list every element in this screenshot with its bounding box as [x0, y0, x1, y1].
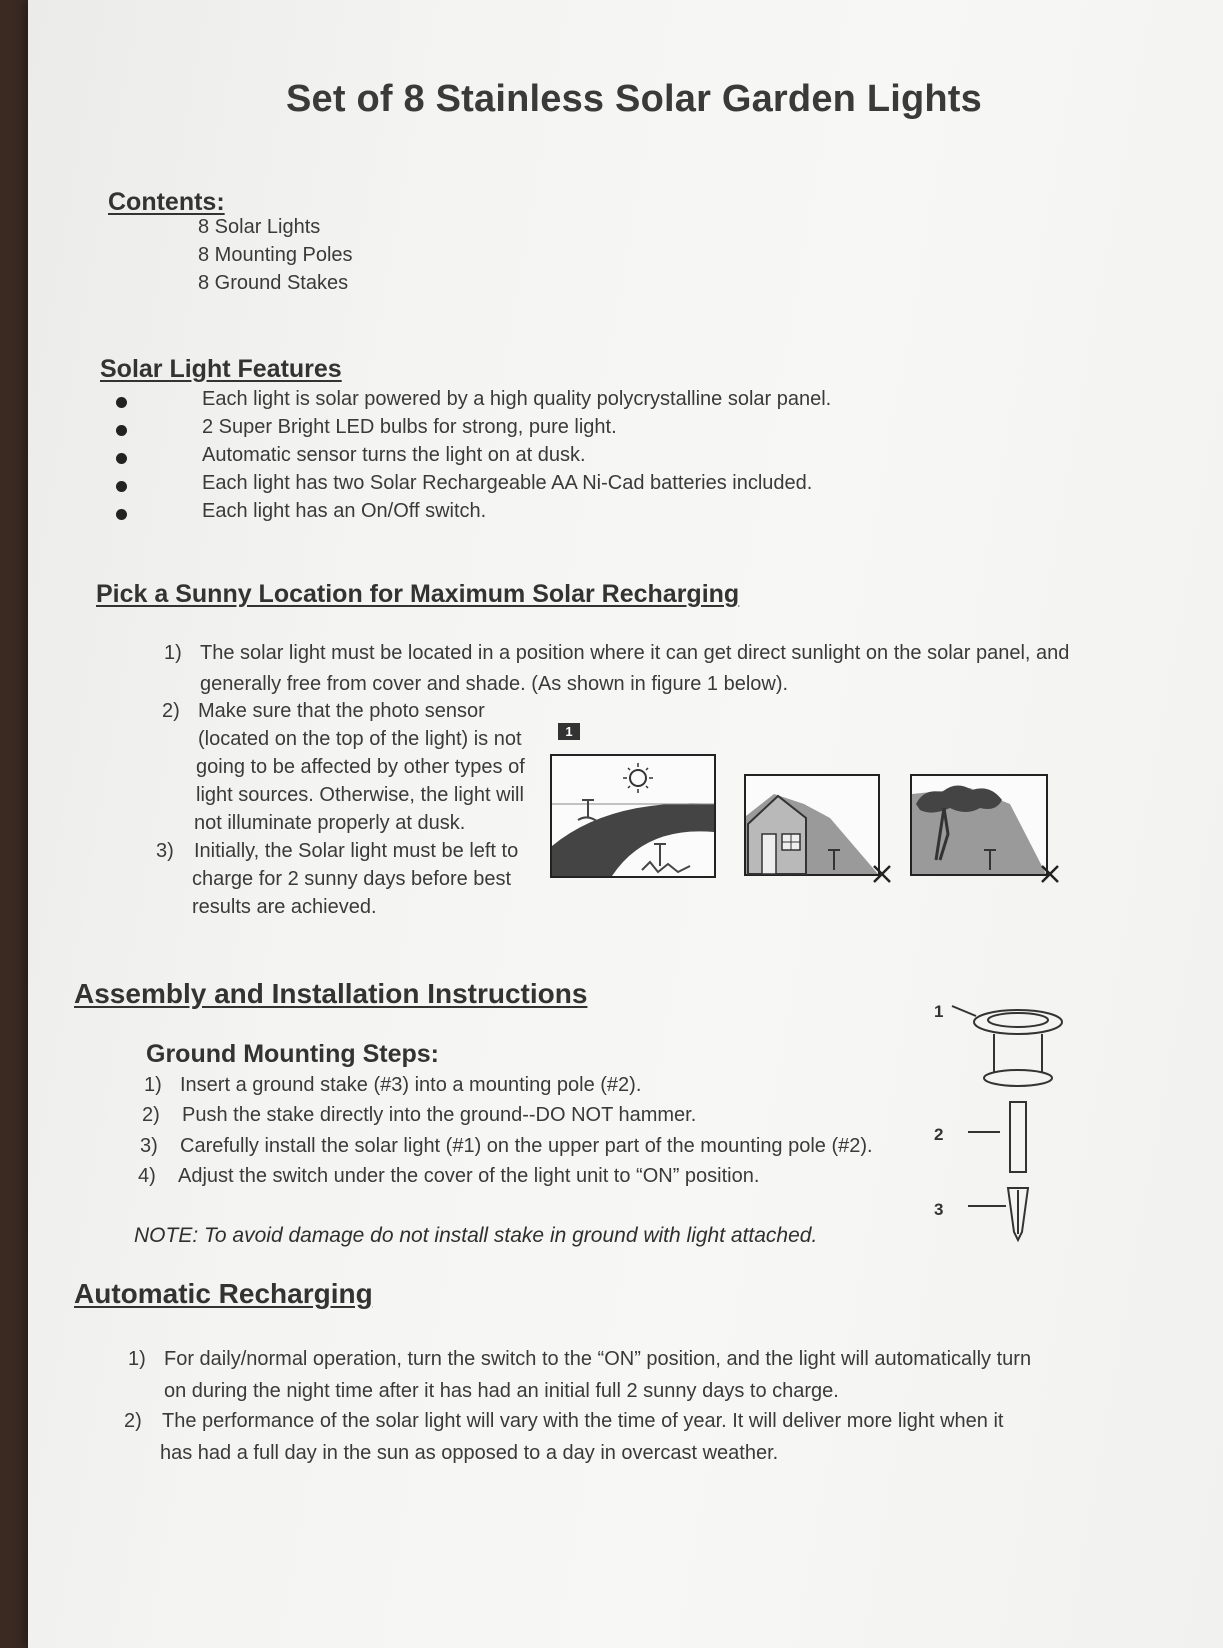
step-text: Carefully install the solar light (#1) on the upper part of the mounting pole (#2). [180, 1135, 873, 1157]
step-text: going to be affected by other types of [196, 756, 525, 778]
feature-item: Each light has an On/Off switch. [202, 500, 487, 522]
step-number: 1) [128, 1348, 146, 1370]
step-text: light sources. Otherwise, the light will [196, 784, 524, 806]
features-heading: Solar Light Features [100, 355, 342, 383]
step-text: Make sure that the photo sensor [198, 700, 485, 722]
part-label-pole: 2 [934, 1125, 944, 1144]
parts-diagram [948, 998, 1078, 1248]
feature-item: Automatic sensor turns the light on at dusk. [202, 444, 586, 466]
step-number: 3) [156, 840, 174, 862]
contents-item: 8 Mounting Poles [198, 244, 353, 266]
step-text: on during the night time after it has had an initial full 2 sunny days to charge. [164, 1380, 839, 1402]
step-text: Push the stake directly into the ground--DO NOT hammer. [182, 1104, 697, 1126]
step-text: For daily/normal operation, turn the switch to the “ON” position, and the light will automatically turn [164, 1348, 1032, 1370]
step-number: 2) [142, 1104, 160, 1126]
step-number: 1) [144, 1074, 162, 1096]
instruction-sheet [28, 0, 1223, 1648]
step-text: not illuminate properly at dusk. [194, 812, 466, 834]
contents-item: 8 Ground Stakes [198, 272, 349, 294]
ground-mounting-subheading: Ground Mounting Steps: [146, 1040, 440, 1068]
step-text: results are achieved. [192, 896, 377, 918]
bullet-icon [116, 425, 127, 436]
location-heading: Pick a Sunny Location for Maximum Solar Recharging [96, 580, 740, 608]
contents-item: 8 Solar Lights [198, 216, 321, 238]
part-label-stake: 3 [934, 1200, 944, 1219]
bullet-icon [116, 481, 127, 492]
step-number: 3) [140, 1135, 158, 1157]
assembly-note: NOTE: To avoid damage do not install stake in ground with light attached. [134, 1224, 818, 1247]
step-number: 2) [162, 700, 180, 722]
step-text: Initially, the Solar light must be left to [194, 840, 519, 862]
recharging-heading: Automatic Recharging [74, 1278, 373, 1309]
house-shade-figure [744, 774, 892, 888]
feature-item: 2 Super Bright LED bulbs for strong, pure light. [202, 416, 617, 438]
tree-shade-figure [910, 774, 1060, 888]
feature-item: Each light is solar powered by a high quality polycrystalline solar panel. [202, 388, 832, 410]
step-text: The performance of the solar light will vary with the time of year. It will deliver more light when it [162, 1410, 1004, 1432]
step-number: 1) [164, 642, 182, 664]
part-label-light: 1 [934, 1002, 944, 1021]
step-text: charge for 2 sunny days before best [192, 868, 512, 890]
bullet-icon [116, 453, 127, 464]
figure-label: 1 [558, 723, 580, 740]
step-text: (located on the top of the light) is not [198, 728, 522, 750]
step-text: generally free from cover and shade. (As shown in figure 1 below). [200, 673, 789, 695]
bullet-icon [116, 509, 127, 520]
bullet-icon [116, 397, 127, 408]
page-title: Set of 8 Stainless Solar Garden Lights [286, 78, 982, 120]
contents-heading: Contents: [108, 188, 225, 216]
step-number: 4) [138, 1165, 156, 1187]
assembly-heading: Assembly and Installation Instructions [74, 978, 588, 1009]
step-text: Insert a ground stake (#3) into a mounting pole (#2). [180, 1074, 642, 1096]
step-number: 2) [124, 1410, 142, 1432]
step-text: Adjust the switch under the cover of the light unit to “ON” position. [178, 1165, 760, 1187]
feature-item: Each light has two Solar Rechargeable AA Ni-Cad batteries included. [202, 472, 813, 494]
sunny-location-figure [550, 754, 718, 880]
step-text: The solar light must be located in a position where it can get direct sunlight on the solar panel, and [200, 642, 1070, 664]
step-text: has had a full day in the sun as opposed to a day in overcast weather. [160, 1442, 779, 1464]
